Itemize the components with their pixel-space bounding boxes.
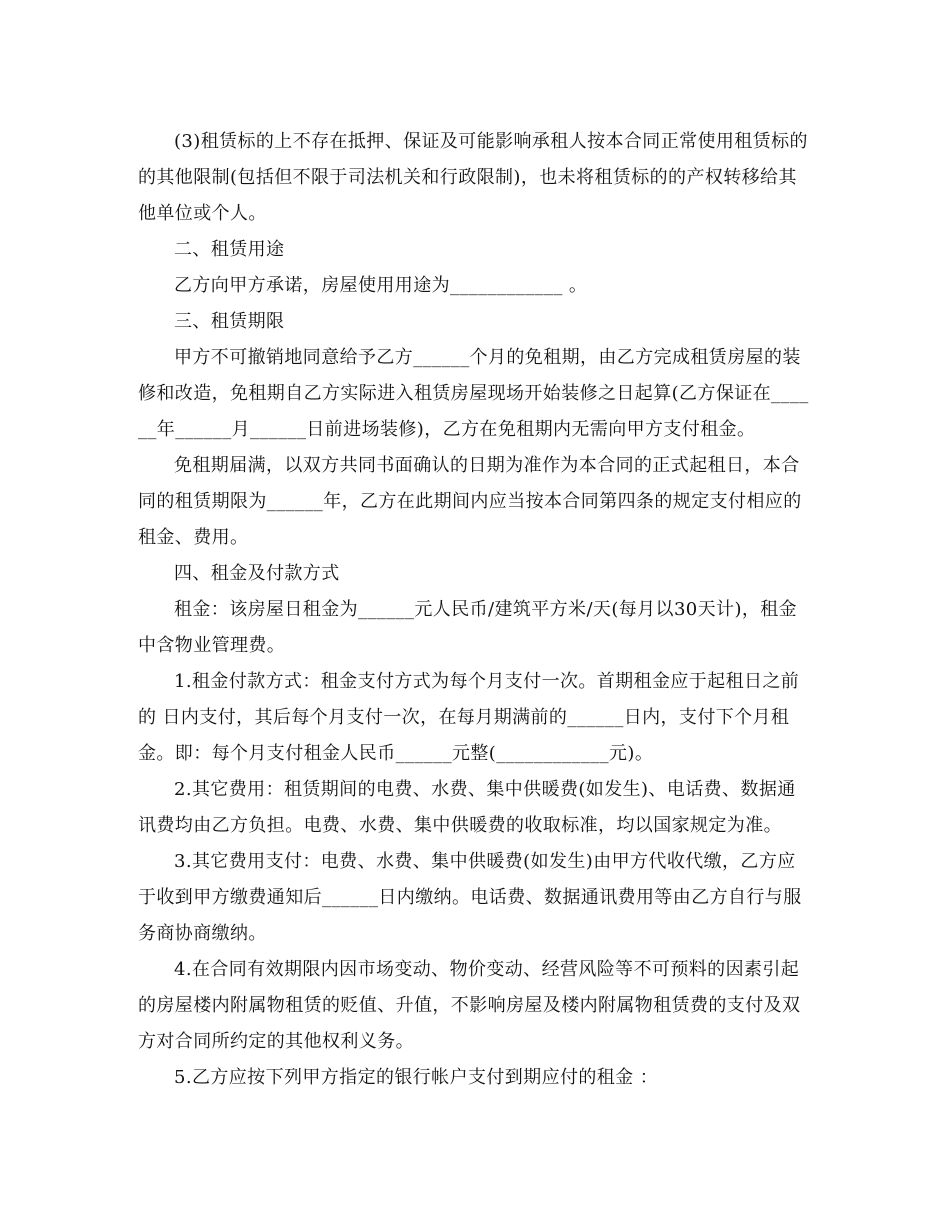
section-heading-lease-term: 三、租赁期限 [174, 311, 285, 332]
section-heading-rent-payment: 四、租金及付款方式 [174, 563, 340, 584]
rent-free-period-text: 甲方不可撤销地同意给予乙方______个月的免租期，由乙方完成租赁房屋的装修和改造，免租期自乙方实际进入租赁房屋现场开始装修之日起算(乙方保证在______年______月______日前进场装修)，乙方在免租期内无需向甲方支付租金。 [138, 347, 809, 440]
clause-3-fee-payment: 3.其它费用支付：电费、水费、集中供暖费(如发生)由甲方代收代缴，乙方应于收到甲方缴费通知后______日内缴纳。电话费、数据通讯费用等由乙方自行与服务商协商缴纳。 [138, 851, 802, 944]
clause-3-encumbrance: (3)租赁标的上不存在抵押、保证及可能影响承租人按本合同正常使用租赁标的的其他限制(包括但不限于司法机关和行政限制)，也未将租赁标的的产权转移给其他单位或个人。 [138, 131, 808, 224]
section-heading-lease-purpose: 二、租赁用途 [174, 239, 285, 260]
rent-amount-text: 租金：该房屋日租金为______元人民币/建筑平方米/天(每月以30天计)，租金中含物业管理费。 [138, 599, 798, 656]
clause-2-other-fees: 2.其它费用：租赁期间的电费、水费、集中供暖费(如发生)、电话费、数据通讯费均由乙方负担。电费、水费、集中供暖费的收取标准，均以国家规定为准。 [138, 779, 796, 836]
clause-4-market-changes: 4.在合同有效期限内因市场变动、物价变动、经营风险等不可预料的因素引起的房屋楼内附属物租赁的贬值、升值，不影响房屋及楼内附属物租赁费的支付及双方对合同所约定的其他权利义务。 [138, 959, 801, 1052]
clause-1-payment-method: 1.租金付款方式：租金支付方式为每个月支付一次。首期租金应于起租日之前的 日内支付，其后每个月支付一次，在每月期满前的______日内，支付下个月租金。即：每个月支付租金人民币______元整(____________元)。 [138, 671, 800, 764]
lease-term-text: 免租期届满，以双方共同书面确认的日期为准作为本合同的正式起租日，本合同的租赁期限为______年，乙方在此期间内应当按本合同第四条的规定支付相应的租金、费用。 [138, 455, 802, 548]
clause-5-bank-account: 5.乙方应按下列甲方指定的银行帐户支付到期应付的租金 ： [174, 1067, 659, 1088]
lease-purpose-text: 乙方向甲方承诺，房屋使用用途为____________ 。 [174, 275, 588, 296]
